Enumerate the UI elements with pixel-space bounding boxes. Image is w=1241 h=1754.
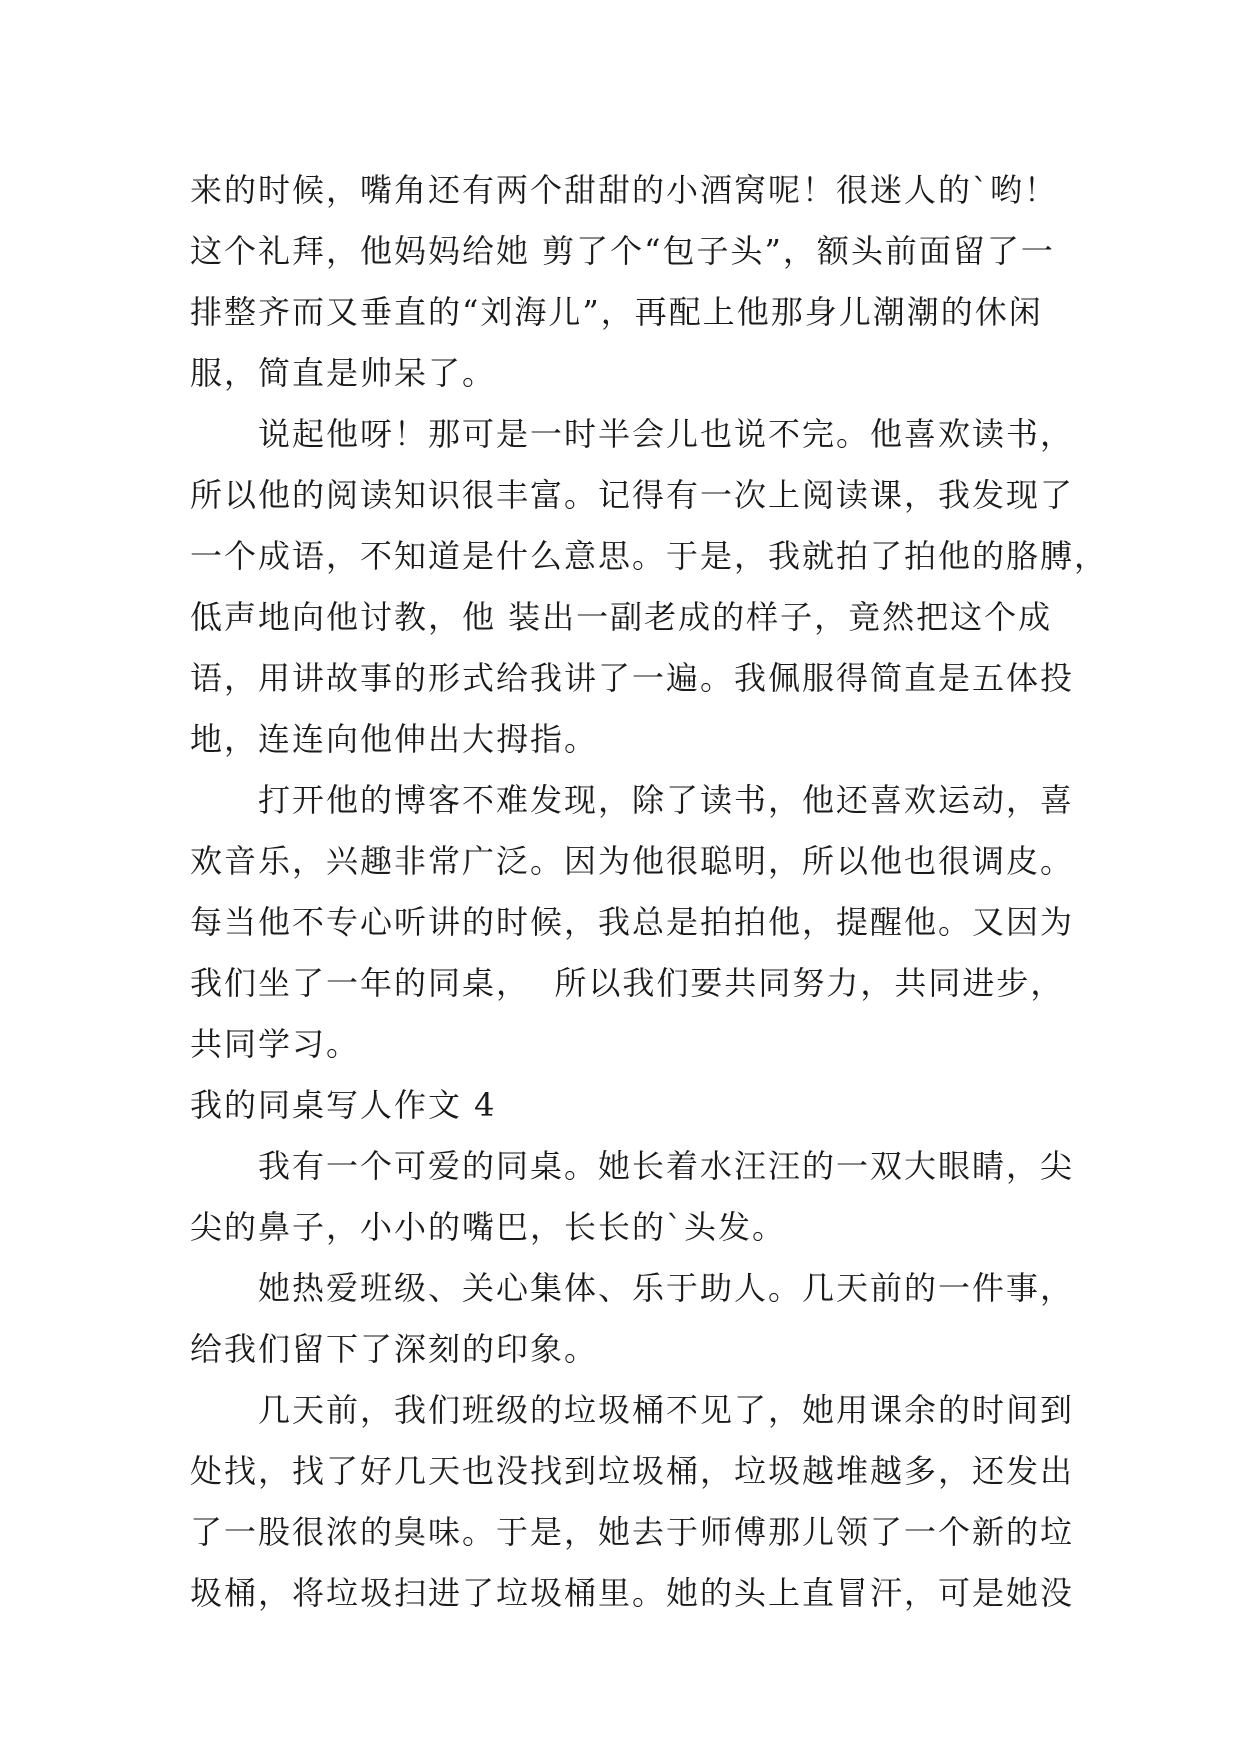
text-line: 一个成语，不知道是什么意思。于是，我就拍了拍他的胳膊， (190, 537, 1109, 575)
section-heading: 我的同桌写人作文 4 (190, 1086, 497, 1124)
text-line: 打开他的博客不难发现，除了读书，他还喜欢运动，喜 (258, 781, 1075, 819)
text-line: 给我们留下了深刻的印象。 (190, 1330, 599, 1368)
text-line: 欢音乐，兴趣非常广泛。因为他很聪明，所以他也很调皮。 (190, 842, 1075, 880)
text-line: 我们坐了一年的同桌， 所以我们要共同努力，共同进步， (190, 964, 1065, 1002)
text-line: 每当他不专心听讲的时候，我总是拍拍他，提醒他。又因为 (190, 903, 1075, 941)
text-line: 说起他呀！那可是一时半会儿也说不完。他喜欢读书， (258, 415, 1075, 453)
text-line: 尖的鼻子，小小的嘴巴，长长的`头发。 (190, 1208, 787, 1246)
text-line: 排整齐而又垂直的“刘海儿”，再配上他那身儿潮潮的休闲 (190, 293, 1043, 331)
text-line: 地，连连向他伸出大拇指。 (190, 720, 599, 758)
text-line: 圾桶，将垃圾扫进了垃圾桶里。她的头上直冒汗，可是她没 (190, 1574, 1075, 1612)
text-line: 共同学习。 (190, 1025, 361, 1063)
text-line: 所以他的阅读知识很丰富。记得有一次上阅读课，我发现了 (190, 476, 1075, 514)
text-line: 语，用讲故事的形式给我讲了一遍。我佩服得简直是五体投 (190, 659, 1075, 697)
text-line: 几天前，我们班级的垃圾桶不见了，她用课余的时间到 (258, 1391, 1075, 1429)
text-line: 服，简直是帅呆了。 (190, 354, 497, 392)
text-line: 她热爱班级、关心集体、乐于助人。几天前的一件事， (258, 1269, 1075, 1307)
text-line: 低声地向他讨教，他 装出一副老成的样子，竟然把这个成 (190, 598, 1053, 636)
document-page (190, 160, 1109, 1624)
text-line: 我有一个可爱的同桌。她长着水汪汪的一双大眼睛，尖 (258, 1147, 1075, 1185)
text-line: 了一股很浓的臭味。于是，她去于师傅那儿领了一个新的垃 (190, 1513, 1075, 1551)
text-line: 来的时候，嘴角还有两个甜甜的小酒窝呢！很迷人的`哟！ (190, 171, 1059, 209)
text-line: 处找，找了好几天也没找到垃圾桶，垃圾越堆越多，还发出 (190, 1452, 1075, 1490)
text-line: 这个礼拜，他妈妈给她 剪了个“包子头”，额头前面留了一 (190, 232, 1055, 270)
